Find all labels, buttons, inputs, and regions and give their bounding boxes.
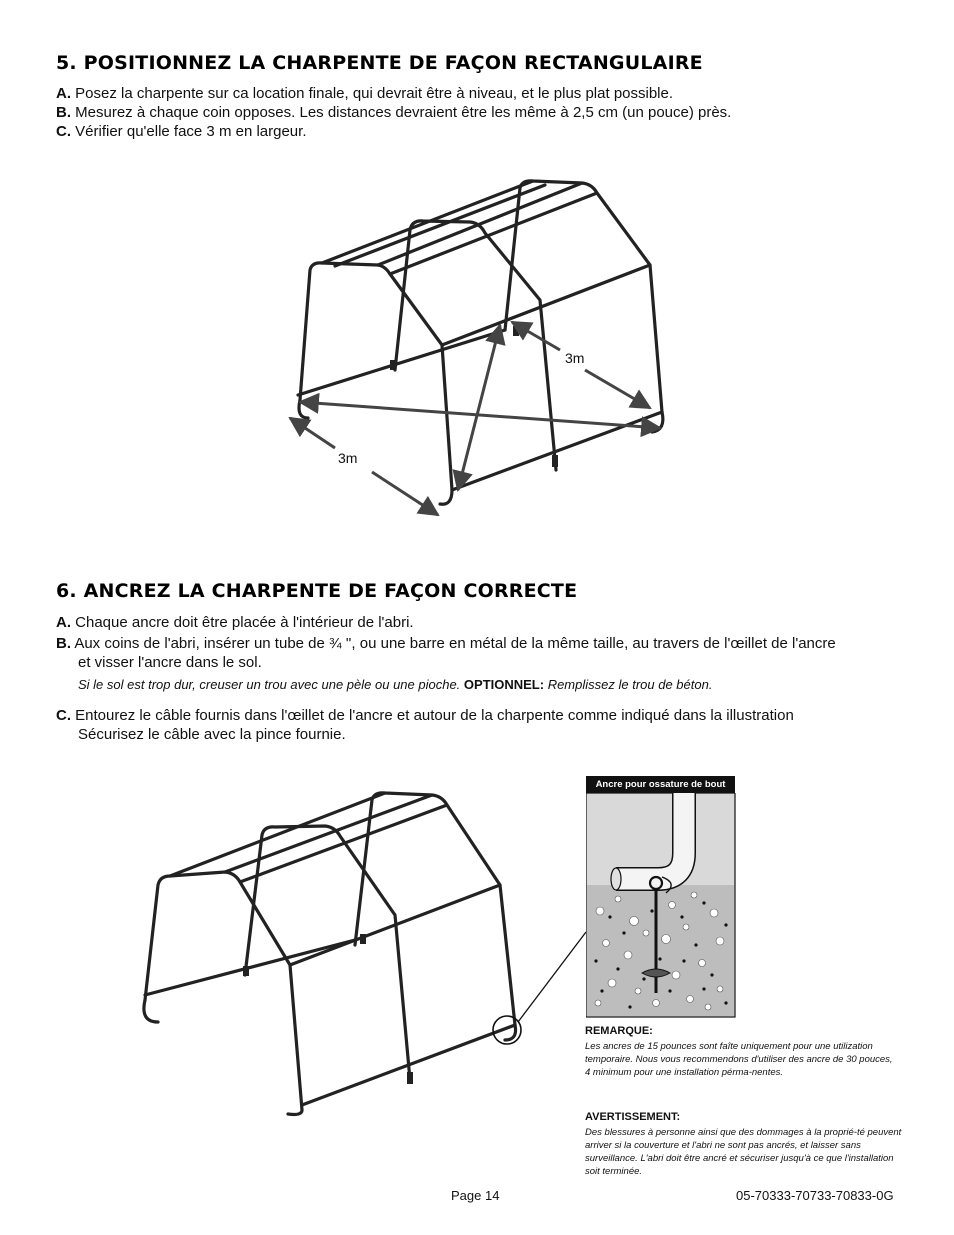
page-number: Page 14 (451, 1188, 500, 1203)
remarque-text: Les ancres de 15 pounces sont faîte uniquement pour une utilization temporaire. Nous vous recommendons d'utiliser des ancre de 30 pouces, 4 minimum pour une installation pérma-nentes. (585, 1041, 893, 1078)
section6-step-b (56, 634, 838, 672)
dimension-label-depth: 3m (565, 350, 585, 366)
step-text: Mesurez à chaque coin opposes. Les distances devraient être les même à 2,5 cm (un pouce) près. (71, 104, 732, 121)
document-number: 05-70333-70733-70833-0G (736, 1188, 894, 1203)
avertissement-text: Des blessures à personne ainsi que des dommages à la proprié-té peuvent arriver si la couverture et l'abri ne sont pas ancrés, et laisser sans surveillance. L'abri doit être ancré et sécuriser jusqu'à ce que l'installation soit terminée. (585, 1127, 902, 1177)
anchored-frame-illustration (130, 770, 590, 1130)
step-letter: A. (56, 85, 71, 102)
step-letter: B. (56, 104, 71, 121)
section6-step-a (56, 613, 414, 632)
step-letter: A. (56, 614, 71, 631)
frame-squaring-illustration (270, 170, 690, 530)
step-letter: C. (56, 123, 71, 140)
section6-step-c (56, 706, 853, 744)
step-letter: B. (56, 635, 71, 652)
remarque-heading: REMARQUE: (585, 1025, 653, 1037)
step-text: Aux coins de l'abri, insérer un tube de ¾ '', ou une barre en métal de la même taille, au travers de l'œillet de l'ancre et visser l'ancre dans le sol. (71, 635, 836, 671)
step-letter: C. (56, 707, 71, 724)
avertissement-heading: AVERTISSEMENT: (585, 1111, 681, 1123)
step-text: Vérifier qu'elle face 3 m en largeur. (71, 123, 307, 140)
inset-label: Ancre pour ossature de bout (586, 776, 735, 793)
section6-title: 6. ANCREZ LA CHARPENTE DE FAÇON CORRECTE (56, 580, 578, 602)
step-text: Chaque ancre doit être placée à l'intérieur de l'abri. (71, 614, 414, 631)
note-optional-label: OPTIONNEL: (463, 677, 545, 692)
section6-soil-note (78, 677, 712, 692)
section5-title: 5. POSITIONNEZ LA CHARPENTE DE FAÇON RECTANGULAIRE (56, 52, 703, 74)
anchor-detail-illustration (586, 793, 736, 1018)
step-text: Entourez le câble fournis dans l'œillet de l'ancre et autour de la charpente comme indiqué dans la illustration Sécurisez le câble avec la pince fournie. (71, 707, 794, 743)
note-text: Si le sol est trop dur, creuser un trou avec une pèle ou une pioche. (78, 677, 464, 692)
section5-step-a (56, 84, 673, 103)
step-text: Posez la charpente sur ca location finale, qui devrait être à niveau, et le plus plat possible. (71, 85, 674, 102)
section5-step-b (56, 103, 731, 122)
dimension-label-width: 3m (338, 450, 358, 466)
section5-step-c (56, 122, 307, 141)
note-text-2: Remplissez le trou de béton. (544, 677, 713, 692)
